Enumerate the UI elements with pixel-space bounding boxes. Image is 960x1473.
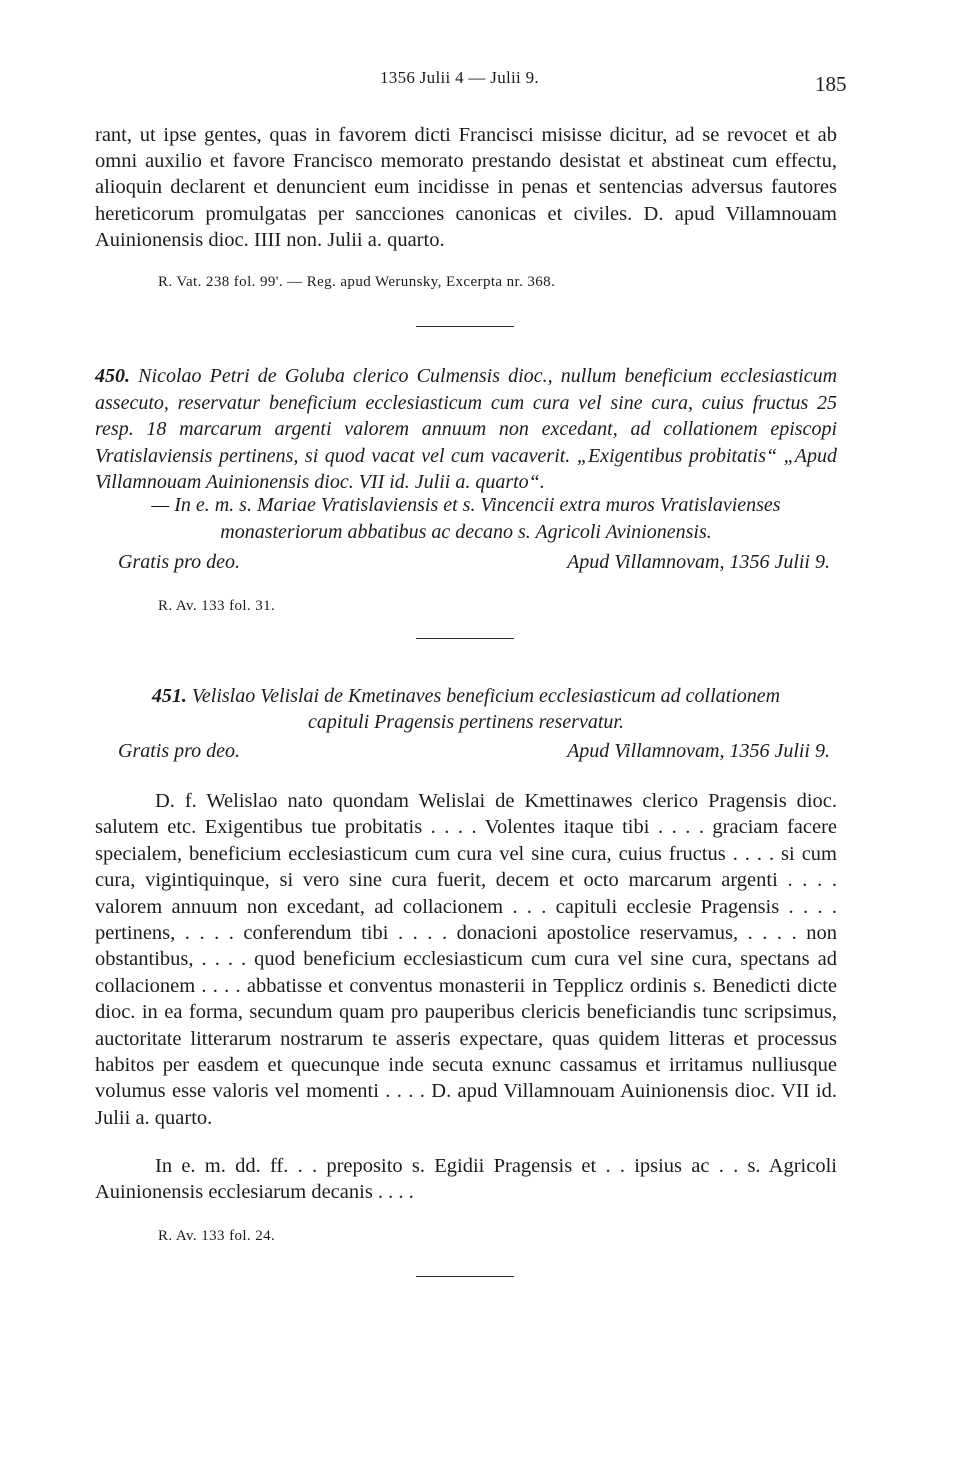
entry-450-source: R. Av. 133 fol. 31. [158, 598, 276, 614]
entry-450-summary [95, 363, 837, 496]
section-divider [416, 638, 514, 639]
entry-450-summary-text: Nicolao Petri de Goluba clerico Culmensis dioc., nullum beneficium ecclesiasticum assecuto, reservatur beneficium ecclesiasticum cum cura vel sine cura, cuius fructus 25 resp. 18 marcarum argenti valorem annuum non excedant, ad collationem episcopi Vratislaviensis pertinens, si quod vacat vel cum vacaverit. „Exigentibus probitatis“ „Apud Villamnouam Auinionensis dioc. VII id. Julii a. quarto“. [95, 365, 838, 494]
entry-451-summary [95, 683, 837, 735]
entry-451-dating: Apud Villamnovam, 1356 Julii 9. [567, 740, 830, 762]
entry-451-source: R. Av. 133 fol. 24. [158, 1228, 276, 1244]
entry-451-body: D. f. Welislao nato quondam Welislai de Kmettinawes clerico Pragensis dioc. salutem etc. Exigentibus tue probitatis . . . . Volentes itaque tibi . . . . graciam facere specialem, beneficium ecclesiasticum cum cura vel sine cura, cuius fructus . . . . si cum cura, vigintiquinque, si vero sine cura fuerit, decem et octo marcarum argenti . . . . valorem annuum non excedant, ad collacionem . . . capituli ecclesie Pragensis . . . . pertinens, . . . . conferendum tibi . . . . donacioni apostolice reservamus, . . . . non obstantibus, . . . . quod beneficium ecclesiasticum cum cura vel sine cura, spectans ad collacionem . . . . abbatisse et conventus monasterii in Tepplicz ordinis s. Benedicti dicte dioc. in ea forma, secundum quam pro pauperibus clericis beneficiandis tunc scripsimus, auctoritate litterarum nostrarum te asseris expectare, quas quidem litteras et processus habitos per easdem et quecunque inde secuta exnunc cassamus et irritamus nulliusque volumus esse valoris vel momenti . . . . D. apud Villamnouam Auinionensis dioc. VII id. Julii a. quarto. [95, 790, 837, 1129]
entry-450-gratis: Gratis pro deo. [118, 551, 241, 573]
entry-450-number: 450. [95, 365, 130, 387]
entry-451-gratis: Gratis pro deo. [118, 740, 241, 762]
entry-451-executors: In e. m. dd. ff. . . preposito s. Egidii Pragensis et . . ipsius ac . . s. Agricoli Auinionensis ecclesiarum decanis . . . . [95, 1155, 837, 1204]
running-title: 1356 Julii 4 — Julii 9. [380, 68, 539, 87]
running-header [0, 66, 960, 96]
prev-entry-source: R. Vat. 238 fol. 99'. — Reg. apud Werunsky, Excerpta nr. 368. [158, 274, 556, 290]
entry-451-summary-line2: capituli Pragensis pertinens reservatur. [308, 711, 624, 733]
entry-451-number: 451. [151, 685, 187, 707]
entry-450-executors: — In e. m. s. Mariae Vratislaviensis et s. Vincencii extra muros Vratislavienses monasteriorum abbatibus ac decano s. Agricoli Avinionensis. [151, 494, 781, 543]
prev-entry-text: rant, ut ipse gentes, quas in favorem dicti Francisci misisse dicitur, ad se revocet et ab omni auxilio et favore Francisco memorato prestando desistat et abstineat cum effectu, alioquin declarent et denuncient eum incidisse in penas et sentencias adversus fautores hereticorum promulgatas per sancciones canonicas et civiles. D. apud Villamnouam Auinionensis dioc. IIII non. Julii a. quarto. [95, 124, 837, 251]
entry-450-dating: Apud Villamnovam, 1356 Julii 9. [567, 551, 830, 573]
page-number: 185 [815, 72, 847, 96]
entry-451-summary-line1: Velislao Velislai de Kmetinaves beneficium ecclesiasticum ad collationem [191, 685, 781, 707]
section-divider [416, 1276, 514, 1277]
section-divider [416, 326, 514, 327]
